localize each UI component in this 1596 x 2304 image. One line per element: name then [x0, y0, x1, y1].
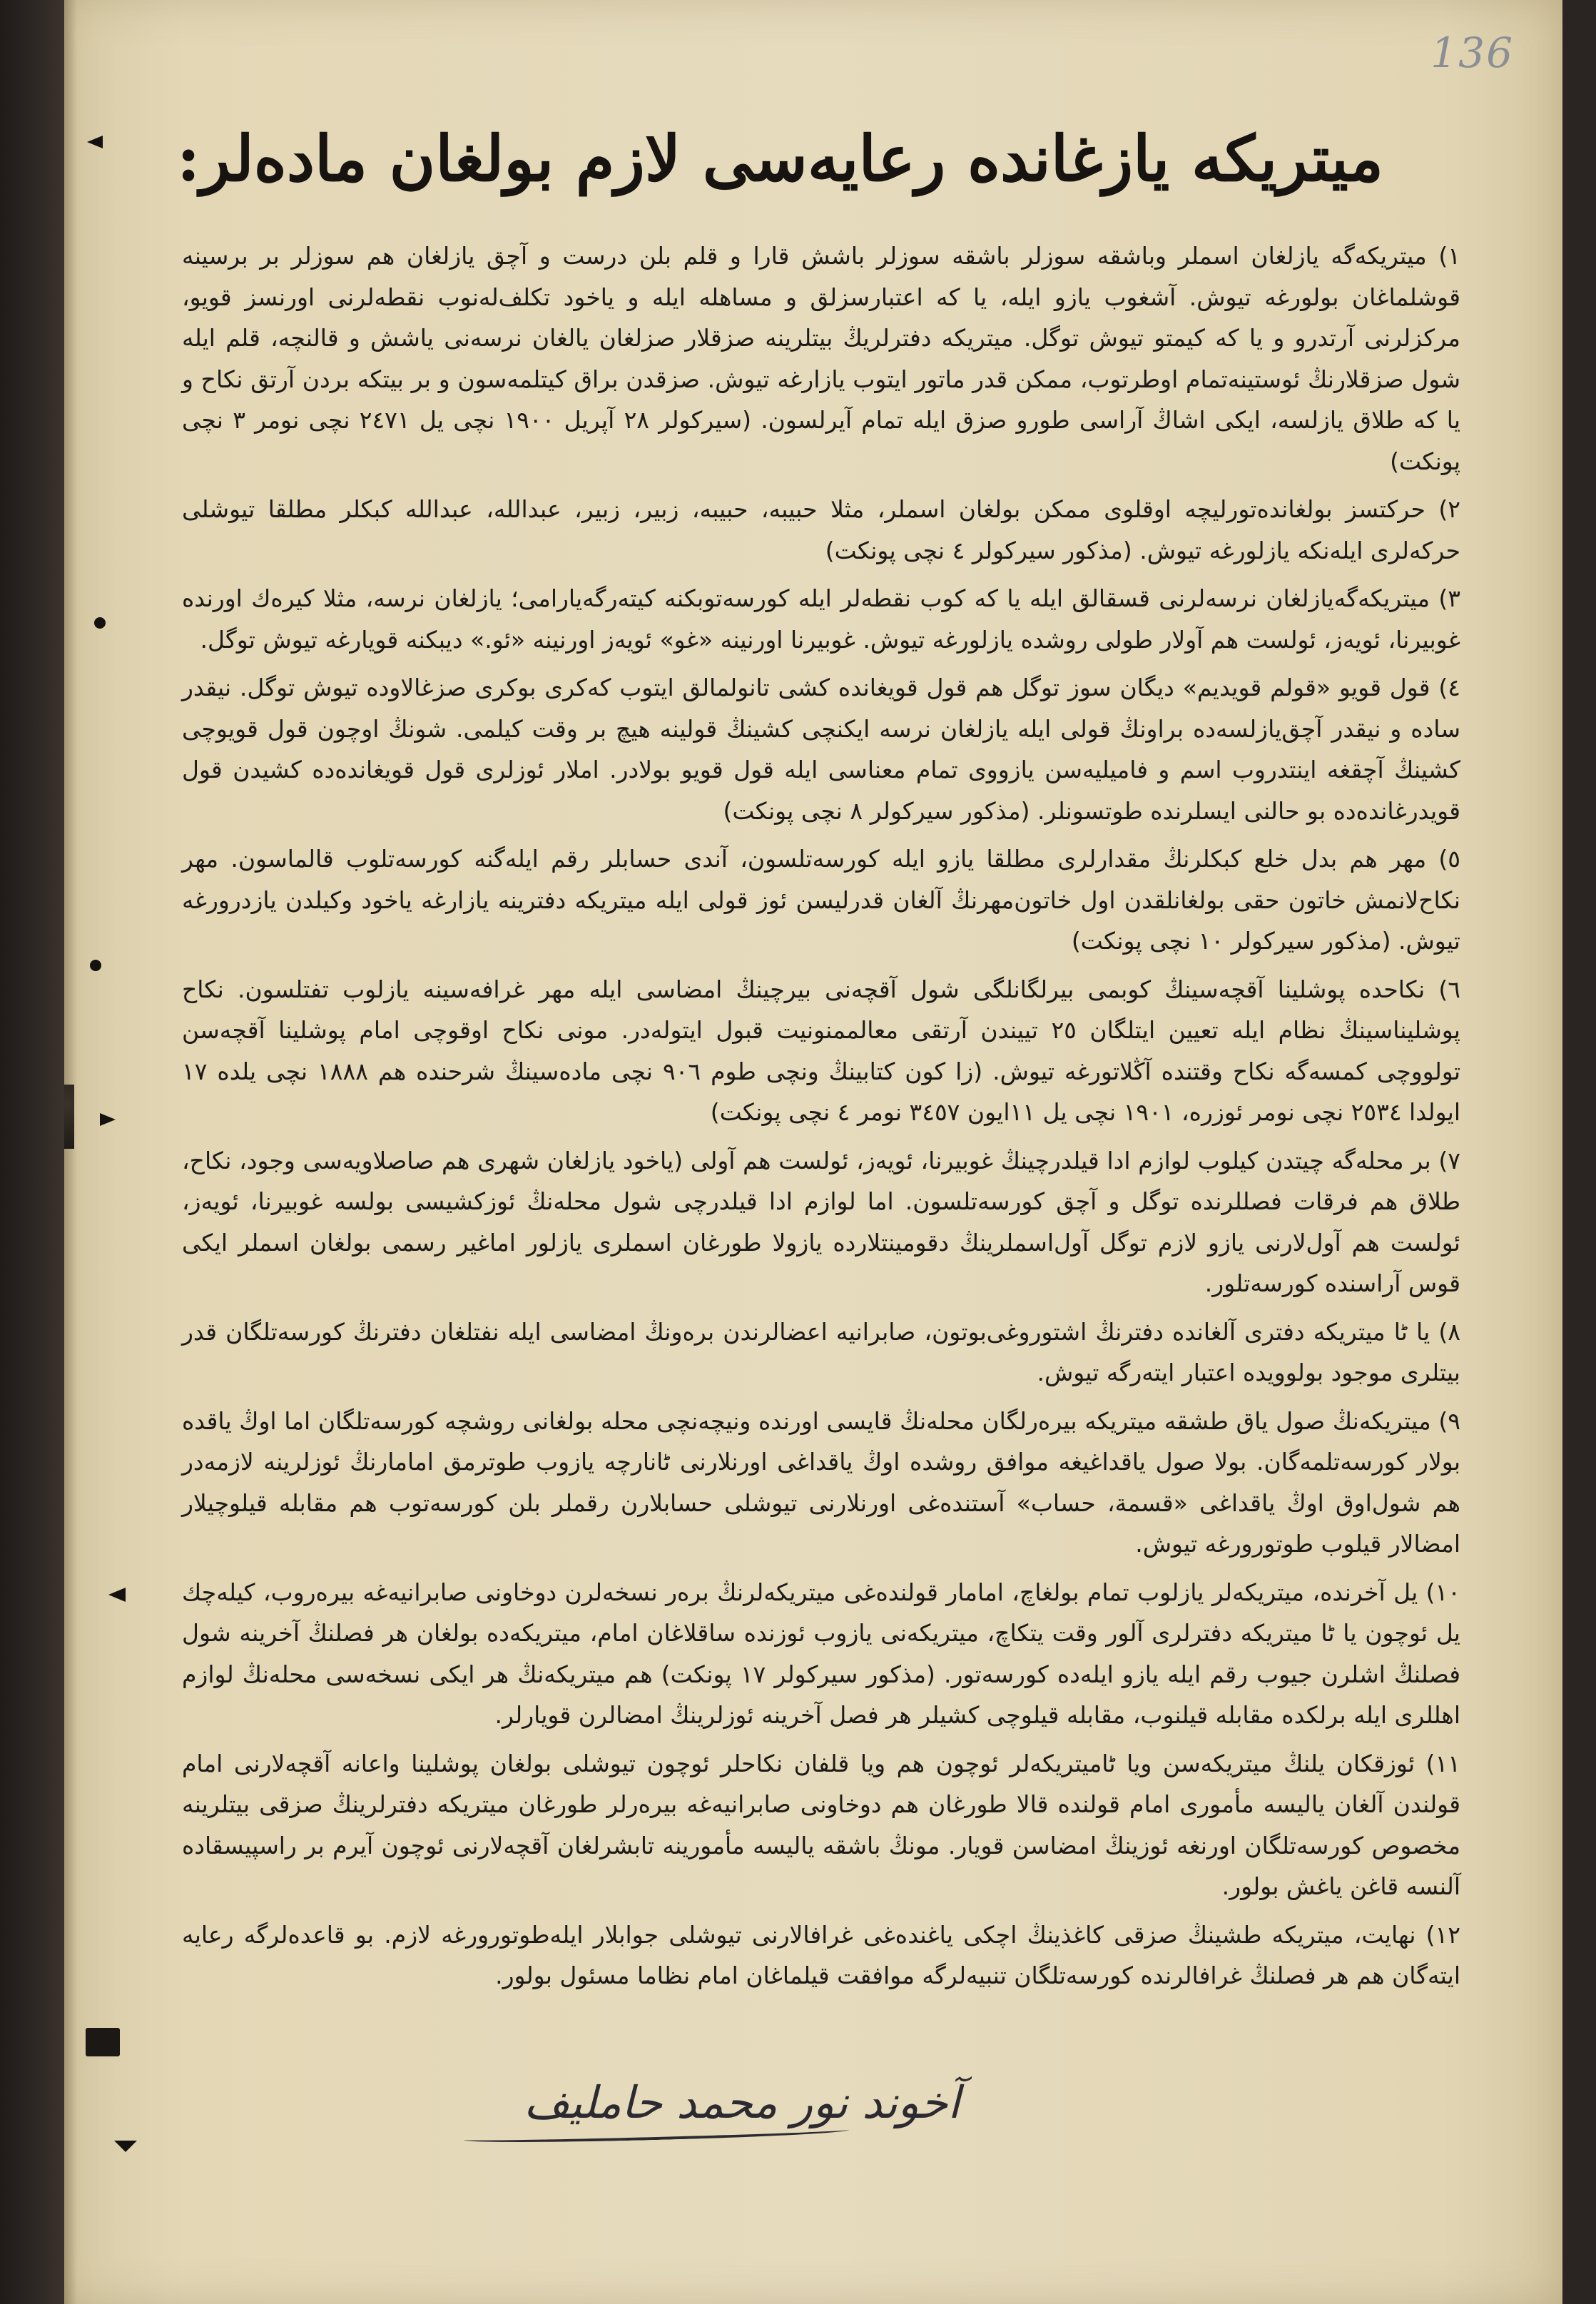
- binding-tab: [86, 2028, 120, 2056]
- margin-arrow-mark: [100, 1113, 116, 1126]
- document-title: میتریکه یازغانده رعایه‌سی لازم بولغان ماده‌لر:: [176, 121, 1384, 196]
- margin-arrow-mark: [87, 136, 103, 148]
- margin-arrow-mark: [114, 2141, 137, 2152]
- paragraph-4: ٤) قول قویو «قولم قویدیم» دیگان سوز توگل هم قول قویغانده کشی تانولمالق ایتوب که‌کری بوكری صزغالاوده تیوش توگل. نیقدر ساده و نیقدر آچق‌یازلسه‌ده براونڭ قولی ایله یازلغان نرسه ایکنچی کشینڭ قولینه هیچ بر وقت کیلمی. شونڭ اوچون قول قویوچی کشینڭ آچقغه اینتدروب اسم و فامیلیه‌سن یازووی تمام معناسی ایله قول قویو بولادر. املار ئوزلری قول قویغانده‌ده کشیدن قول قویدرغانده‌ده بو حالنی ایسلرنده طوتسونلر. (مذکور سیرکولر ٨ نچی پونکت): [182, 674, 1460, 825]
- paragraph-7: ٧) بر محله‌گه چیتدن کیلوب لوازم ادا قیلدرچینڭ غوبیرنا، ئویەز، ئولست هم آولی (یاخود یازلغان شهری هم صاصلاویه‌سی وجود، نکاح، طلاق هم فرقات فصللرنده توگل و آچق کورسه‌تلسون. اما لوازم ادا قیلدرچی شول محله‌نڭ ئوزکشیسی بولسه غوبیرنا، ئویەز، ئولست هم آول‌لارنی یازو لازم توگل آول‌اسملرینڭ دقومینتلارده یازولا طورغان اسملری یازلور اماغیر رسمی بولغان اسملر ایکی قوس آراسنده کورسه‌تلور.: [182, 1146, 1460, 1297]
- paragraph-1: ١) میتریکه‌گه یازلغان اسملر وباشقه سوزلر باشقه سوزلر باشش قارا و قلم بلن درست و آچق یازلغان هم سوزلر بر برسینه قوشلماغان بولورغه تیوش. آشغوب یازو ایله، یا که اعتبارسزلق و مساهله ایله و یاخود تکلف‌له‌نوب نقطه‌لرنی اورنسز قویو، مرکزلرنی آرتدرو و یا که کیمتو تیوش توگل. میتریکه دفترلریڭ بیتلرینه صزقلار صزلغان یالغان نرسه‌نی یاشش و قالنچه، قلم ایله شول صزقلارنڭ ئوستینه‌تمام اوطرتوب، ممکن قدر ماتور ایتوب یازارغه تیوش. صزقدن براق کیتلمه‌سون و بر بیتکه بردن آرتق نکاح و یا که طلاق یازلسه، ایکی اشاڭ آراسی طورو صزق ایله تمام آیرلسون. (سیرکولر ٢٨ آپریل ١٩٠٠ نچی یل ٢٤٧١ نچی نومر ٣ نچی پونکت): [182, 242, 1460, 475]
- folio-number: 136: [1430, 29, 1514, 77]
- handwritten-signature: آخوند نور محمد حاملیف: [524, 2076, 960, 2128]
- paragraph-5: ٥) مهر هم بدل خلع کبکلرنڭ مقدارلری مطلقا یازو ایله کورسه‌تلسون، آندی حسابلر رقم ایله‌گنه کورسه‌تلوب قالماسون. مهر نکاح‌لانمش خاتون حقی بولغانلقدن اول خاتون‌مهرنڭ آلغان قدرلیسن ئوز قولی ایله میتریکه دفترینه یازارغه یاخود وکیلدن یازدرورغه تیوش. (مذکور سیرکولر ١٠ نچی پونکت): [182, 845, 1460, 955]
- paragraph-10: ١٠) یل آخرنده، میتریکه‌لر یازلوب تمام بولغاچ، امامار قولنده‌غی میتریکه‌لرنڭ برەر نسخه‌لرن دوخاونی صابرانیه‌غه بیره‌روب، کیله‌چك یل ئوچون یا ٹا میتریکه دفترلری آلور وقت یتکاچ، میتریکه‌نی یازوب ئوزنده ساقلاغان امام، میتریکه‌ده بولغان هر فصلنڭ آخرینه شول فصلنڭ اشلرن جیوب رقم ایله یازو ایله‌ده کورسه‌تور. (مذکور سیرکولر ١٧ پونکت) هم میتریکه‌نڭ هر ایکی نسخه‌سی محله‌نڭ لوازم اهللری ایله برلکده مقابله قیلنوب، مقابله قیلوچی کشیلر هر فصل آخرینه ئوزلرینڭ امضالرن قویارلر.: [182, 1578, 1461, 1729]
- page-edge-tear: [64, 1085, 74, 1149]
- punch-hole: [90, 960, 101, 971]
- paragraph-11: ١١) ئوزقکان یلنڭ میتریکه‌سن ویا ٹامیتریکه‌لر ئوچون هم ویا قلفان نکاحلر ئوچون تیوشلی بولغان پوشلینا واعانه آقچه‌لارنی امام قولندن آلغان یالیسه مأموری امام قولنده قالا طورغان هم دوخاونی صابرانیه‌غه بیره‌رلر طورغان میتریکه دفترلرینڭ صزقی بیتلرینه مخصوص کورسه‌تلگان اورنغه ئوزینڭ امضاسن قویار. مونڭ باشقه یالیسه مأمورینه تابشرلغان آقچه‌لارنی ئوچون آیرم بر راسپیسقاده آلنسه قاغن یاغش بولور.: [182, 1749, 1460, 1900]
- paragraph-8: ٨) یا ٹا میتریکه دفتری آلغانده دفترنڭ اشتوروغی‌بوتون، صابرانیه اعضالرندن برەونڭ امضاسی ایله نفتلغان دفترنڭ کورسه‌تلگان قدر بیتلری موجود بولوویده اعتبار ایته‌رگه تیوش.: [182, 1317, 1460, 1386]
- margin-arrow-mark: [108, 1588, 126, 1602]
- punch-hole: [94, 617, 106, 629]
- paragraph-12: ١٢) نهایت، میتریکه طشینڭ صزقی کاغذینڭ اچکی یاغنده‌غی غرافالارنی تیوشلی جوابلار ایله‌طوتورورغه لازم. بو قاعده‌لرگه رعایه ایته‌گان هم هر فصلنڭ غرافالرنده کورسه‌تلگان تنبیه‌لرگه موافقت قیلماغان امام نظاما مسئول بولور.: [182, 1920, 1460, 1989]
- paragraph-3: ٣) میتریکه‌گه‌یازلغان نرسه‌لرنی قسقالق ایله یا که کوب نقطه‌لر ایله کورسه‌توبکنه کیته‌رگه‌یارامی؛ یازلغان نرسه، مثلا کیرەك اورنده غوبیرنا، ئویەز، ئولست هم آولار طولی روشده یازلورغه تیوش. غوبیرنا اورنینه «غو» ئویەز اورنینه «ئو.» دیبکنه قویارغه تیوش توگل.: [182, 584, 1460, 654]
- paragraph-9: ٩) میتریکه‌نڭ صول یاق طشقه میتریکه بیره‌رلگان محله‌نڭ قایسی اورنده ونیچه‌نچی محله بولغانی روشچه کورسه‌تلگان اما اوڭ یاقده بولار کورسه‌تلمه‌گان. بولا صول یاقداغیغه موافق روشده اوڭ یاقداغی اورنلارنی ٹانارچه یازوب طوترمق امامارنڭ ئوزلرینه لازمه‌در هم شول‌اوق اوڭ یاقداغی «قسمة، حساب» آستنده‌غی اورنلارنی تیوشلی حسابلارن رقملر بلن کورسه‌توب هم مقابله قیلوچیلار امضالار قیلوب طوتورورغه تیوش.: [182, 1406, 1460, 1558]
- document-body: [182, 235, 1460, 2076]
- paragraph-6: ٦) نکاحده پوشلینا آقچه‌سینڭ کوبمی بیرلگانلگی شول آقچه‌نی بیرچینڭ امضاسی ایله مهر غرافه‌سینه یازلوب تفتلسون. نکاح پوشلیناسینڭ نظام ایله تعیین ایتلگان ٢٥ تییندن آرتقی معالممنونیت قبول ایتوله‌در. مونی نکاح اوقوچی امام پوشلینا آقچه‌سن تولووچی کمسه‌گه نکاح وقتنده آڭلاتورغه تیوش. (زا کون کتابینڭ ونچی طوم ٩٠٦ نچی ماده‌سینڭ شرحنده هم ١٨٨٨ نچی یلده ١٧ ایولدا ٢٥٣٤ نچی نومر ئوزره، ١٩٠١ نچی یل ١١ایون ٣٤٥٧ نومر ٤ نچی پونکت): [182, 975, 1460, 1126]
- binding-edge: [0, 0, 64, 2304]
- paragraph-2: ٢) حرکتسز بولغاندە‌تورلیچه اوقلوی ممکن بولغان اسملر، مثلا حبیبه، حبیبه، زبیر، زبیر، عبدالله، عبدالله کبکلر مطلقا تیوشلی حرکه‌لری ایله‌نکه یازلورغه تیوش. (مذکور سیرکولر ٤ نچی پونکت): [182, 495, 1460, 564]
